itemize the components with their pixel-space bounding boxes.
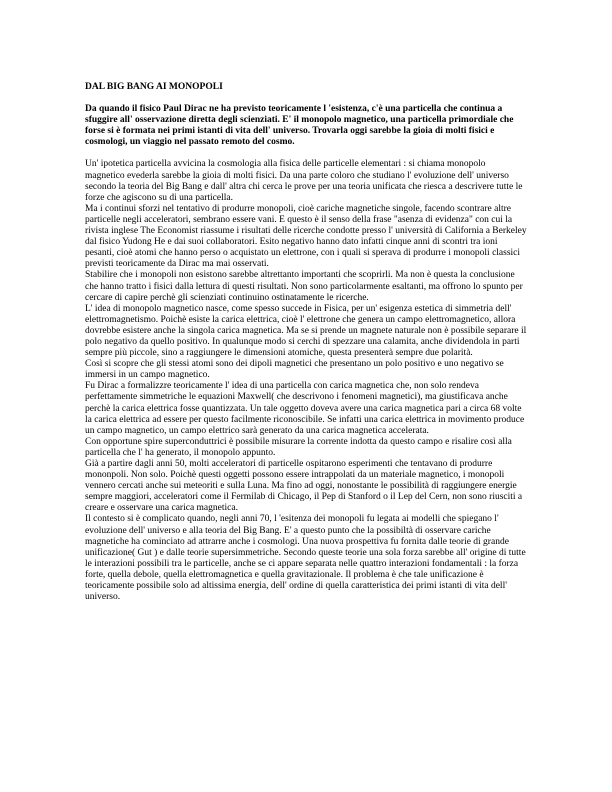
body-paragraph: Ma i continui sforzi nel tentativo di produrre monopoli, cioè cariche magnetiche singole, facendo scontrare altre particelle negli acceleratori, sembrano essere vani. E questo è il senso della frase "asenza di evidenza" con cui la rivista inglese The Economist riassume i risultati delle ricerche condotte presso l' università di California a Berkeley dal fisico Yudong He e dai suoi collaboratori. Esito negativo hanno dato infatti cinque anni di scontri tra ioni pesanti, cioè atomi che hanno perso o acquistato un elettrone, con i quali si sperava di produrre i monopoli classici previsti teoricamente da Dirac ma mai osservati. bbox=[85, 203, 527, 270]
body-paragraph: Stabilire che i monopoli non esistono sarebbe altrettanto importanti che scoprirli. Ma non è questa la conclusione che hanno tratto i fisici dalla lettura di questi risultati. Non sono particolarmente esaltanti, ma offrono lo spunto per cercare di capire perchè gli scienziati continuino ostinatamente le ricerche. bbox=[85, 270, 523, 303]
body-paragraph: Con opportune spire superconduttrici è possibile misurare la corrente indotta da questo campo e risalire così alla particella che l' ha generato, il monopolo appunto. bbox=[85, 436, 512, 458]
body-paragraph: Il contesto si è complicato quando, negli anni 70, l 'esitenza dei monopoli fu legata ai modelli che spiegano l' evoluzione dell' universo e alla teoria del Big Bang. E' a questo punto che la possibiltà di osservare cariche magnetiche ha cominciato ad attrarre anche i cosmologi. Una nuova prospettiva fu fornita dalle teorie di grande unificazione( Gut ) e dalle teorie supersimmetriche. Secondo queste teorie una sola forza sarebbe all' origine di tutte le interazioni possibili tra le particelle, anche se ci appare separata nelle quattro interazioni fondamentali : la forza forte, quella debole, quella elettromagnetica e quella gravitazionale. Il problema è che tale unificazione è teoricamente possibile solo ad altissima energia, dell' ordine di quella caratteristica dei primi istanti di vita dell' universo. bbox=[85, 514, 526, 603]
document-page bbox=[85, 82, 527, 603]
body-paragraph: Fu Dirac a formalizzre teoricamente l' idea di una particella con carica magnetica che, non solo rendeva perfettamente simmetriche le equazioni Maxwell( che descrivono i fenomeni magnetici), ma giustificava anche perchè la carica elettrica fosse quantizzata. Un tale oggetto doveva avere una carica magnetica pari a circa 68 volte la carica elettrica ad essere per questo facilmente riconoscibile. Se infatti una carica elettrica in movimento produce un campo magnetico, un campo elettrico sarà generato da una carica magnetica accelerata. bbox=[85, 381, 525, 436]
lead-paragraph: Da quando il fisico Paul Dirac ne ha previsto teoricamente l 'esistenza, c'è una particella che continua a sfuggire all' osservazione diretta degli scienziati. E' il monopolo magnetico, una particella primordiale che forse si è formata nei primi istanti di vita dell' universo. Trovarla oggi sarebbe la gioia di molti fisici e cosmologi, un viaggio nel passato remoto del cosmo. bbox=[85, 104, 514, 148]
document-title: DAL BIG BANG AI MONOPOLI bbox=[85, 82, 223, 92]
body-paragraph: Già a partire dagli anni 50, molti acceleratori di particelle ospitarono esperimenti che tentavano di produrre mononpoli. Non solo. Poichè questi oggetti possono essere intrappolati da un materiale magnetico, i monopoli vennero cercati anche sui meteoriti e sulla Luna. Ma fino ad oggi, nonostante le possibilità di raggiungere energie sempre maggiori, acceleratori come il Fermilab di Chicago, il Pep di Stanford o il Lep del Cern, non sono riusciti a creare e osservare una carica magnetica. bbox=[85, 459, 523, 514]
body-paragraph: Un' ipotetica particella avvicina la cosmologia alla fisica delle particelle elementari : si chiama monopolo magnetico evederla sarebbe la gioia di molti fisici. Da una parte coloro che studiano l' evoluzione dell' universo secondo la teoria del Big Bang e dall' altra chi cerca le prove per una teoria unificata che riesca a descrivere tutte le forze che agiscono su di una particella. bbox=[85, 159, 523, 203]
body-paragraph: Così si scopre che gli stessi atomi sono dei dipoli magnetici che presentano un polo positivo e uno negativo se immersi in un campo magnetico. bbox=[85, 359, 504, 381]
document-body bbox=[85, 159, 527, 603]
body-paragraph: L' idea di monopolo magnetico nasce, come spesso succede in Fisica, per un' esigenza estetica di simmetria dell' elettromagnetismo. Poichè esiste la carica elettrica, cioè l' elettrone che genera un campo elettromagnetico, allora dovrebbe esistere anche la singola carica magnetica. Ma se si prende un magnete naturale non è possibile separare il polo negativo da quello positivo. In qualunque modo si cerchi di spezzare una calamita, anche dividendola in parti sempre più piccole, sino a raggiungere le dimensioni atomiche, questa presenterà sempre due polarità. bbox=[85, 303, 527, 359]
